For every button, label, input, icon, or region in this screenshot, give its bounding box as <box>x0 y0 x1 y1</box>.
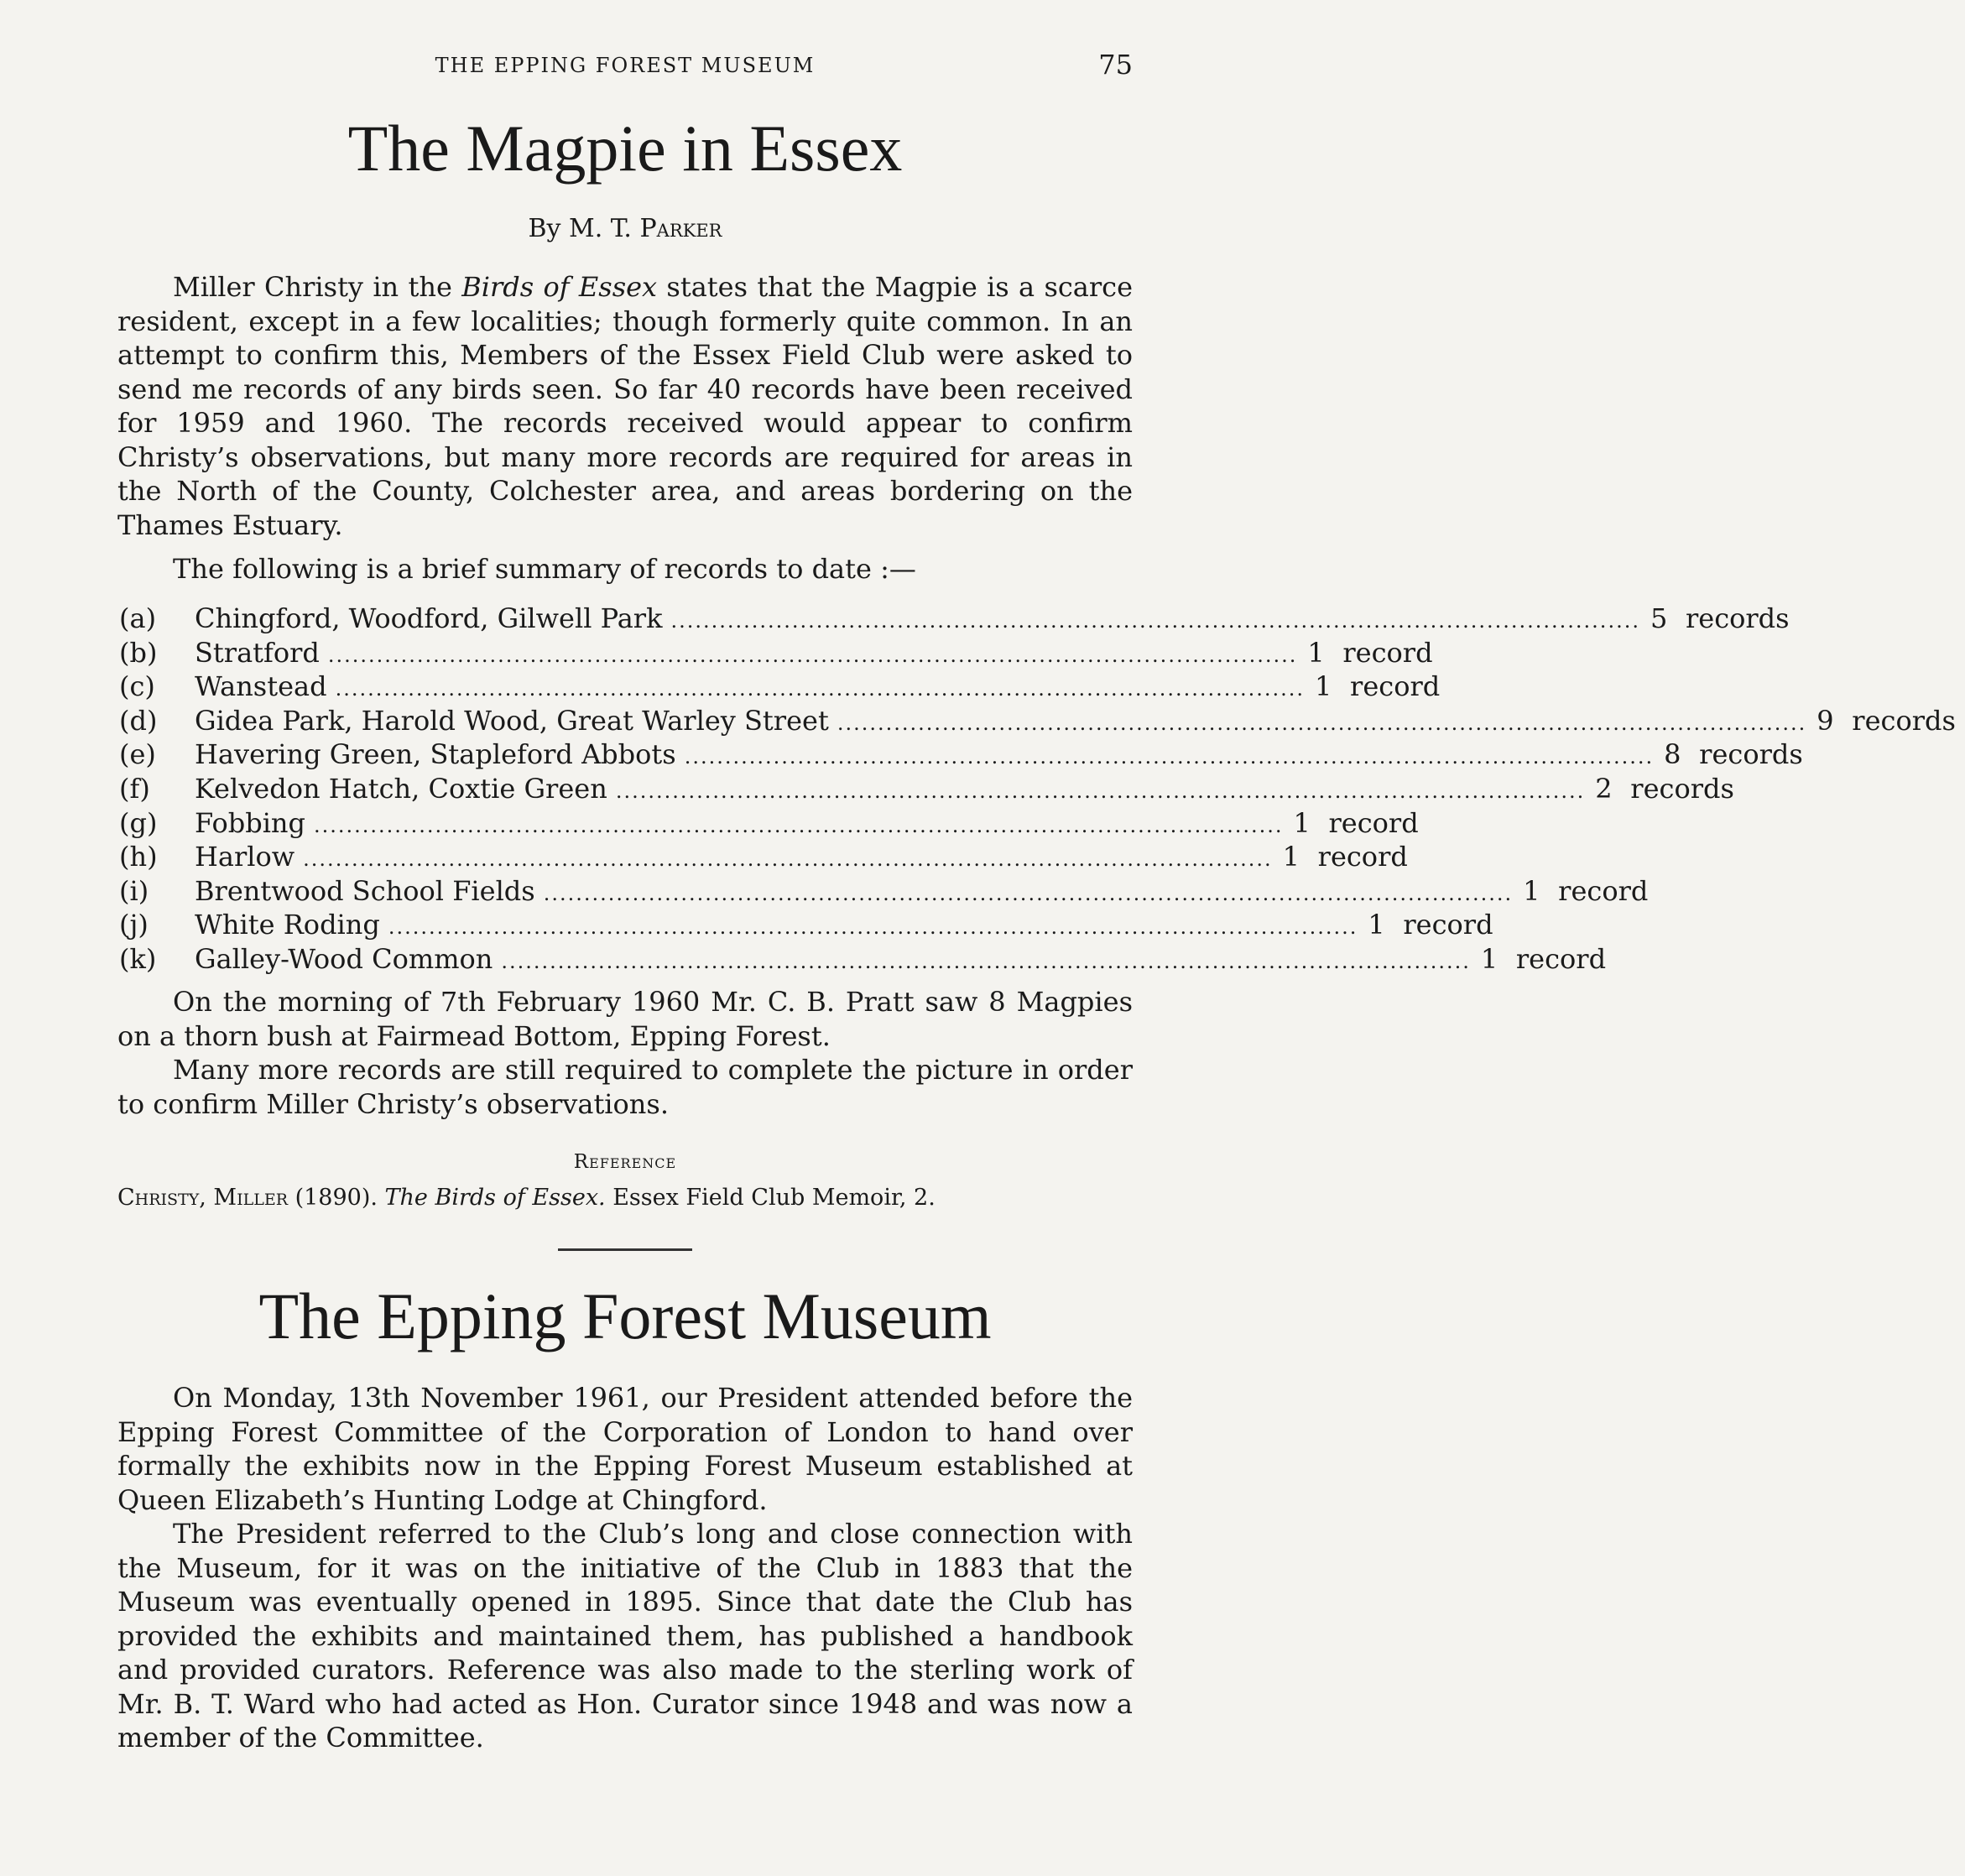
observation-paragraph: On the morning of 7th February 1960 Mr. C. B. Pratt saw 8 Magpies on a thorn bush at Fairmead Bottom, Epping Forest. <box>117 986 1133 1052</box>
byline-prefix: By M. T. <box>528 214 632 243</box>
record-row <box>119 670 1441 705</box>
intro-paragraph <box>117 270 1133 542</box>
records-list <box>119 602 1956 977</box>
record-unit: record <box>1350 670 1441 703</box>
record-letter: (i) <box>119 874 149 907</box>
record-unit: record <box>1403 909 1493 941</box>
record-count: 1 <box>1523 874 1540 907</box>
record-unit: record <box>1558 874 1649 907</box>
byline-author: Parker <box>639 214 722 243</box>
record-row <box>119 738 1803 773</box>
running-header <box>117 49 1133 82</box>
intro-section <box>117 270 1133 542</box>
leader-dots: ........................................................................................................................ <box>543 881 1514 905</box>
intro-book-title: Birds of Essex <box>461 271 658 303</box>
leader-dots: ........................................................................................................................ <box>615 779 1586 803</box>
record-count: 8 <box>1664 738 1681 771</box>
closing-section <box>117 985 1133 1121</box>
appeal-paragraph: Many more records are still required to complete the picture in order to confirm Miller Christy’s observations. <box>117 1054 1133 1120</box>
record-row <box>119 874 1649 909</box>
record-letter: (b) <box>119 636 158 669</box>
article-title-museum: The Epping Forest Museum <box>258 1279 992 1352</box>
section-divider <box>558 1248 692 1251</box>
record-place: Kelvedon Hatch, Coxtie Green <box>195 772 607 805</box>
record-row <box>119 841 1408 875</box>
leader-dots: ........................................................................................................................ <box>501 949 1471 973</box>
record-unit: records <box>1685 602 1790 634</box>
record-place: Chingford, Woodford, Gilwell Park <box>195 602 663 634</box>
record-unit: records <box>1699 738 1803 771</box>
museum-paragraph-2: The President referred to the Club’s long and close connection with the Museum, for it was on the initiative of the Club in 1883 that the Museum was eventually opened in 1895. Since that date the Club has provided the exhibits and maintained them, has published a handbook and provided curators. Reference was also made to the sterling work of Mr. B. T. Ward who had acted as Hon. Curator since 1948 and was now a member of the Committee. <box>117 1518 1133 1754</box>
record-row <box>119 772 1734 807</box>
record-place: Harlow <box>195 841 295 873</box>
record-place: Galley-Wood Common <box>195 942 493 975</box>
record-unit: record <box>1328 806 1419 839</box>
byline <box>117 214 1133 243</box>
reference-year: (1890). <box>288 1185 385 1211</box>
record-letter: (k) <box>119 942 157 975</box>
record-row <box>119 806 1419 842</box>
leader-dots: ........................................................................................................................ <box>837 711 1807 735</box>
leader-dots: ........................................................................................................................ <box>335 677 1306 701</box>
record-place: Wanstead <box>195 670 327 703</box>
record-count: 1 <box>1315 670 1332 703</box>
record-count: 1 <box>1293 806 1311 839</box>
leader-dots: ........................................................................................................................ <box>314 813 1284 837</box>
record-unit: record <box>1342 636 1433 669</box>
record-count: 9 <box>1816 704 1834 737</box>
record-letter: (h) <box>119 841 158 873</box>
record-count: 1 <box>1480 942 1499 975</box>
book-page <box>117 0 1956 1876</box>
record-letter: (d) <box>119 704 158 737</box>
record-count: 2 <box>1595 772 1613 805</box>
record-place: White Roding <box>195 909 380 941</box>
museum-paragraph-1: On Monday, 13th November 1961, our President attended before the Epping Forest Committee of the Corporation of London to hand over formally the exhibits now in the Epping Forest Museum established at Queen Elizabeth’s Hunting Lodge at Chingford. <box>117 1382 1133 1516</box>
leader-dots: ........................................................................................................................ <box>670 609 1640 633</box>
record-letter: (f) <box>119 772 150 805</box>
page-number: 75 <box>1098 49 1133 81</box>
record-row <box>119 909 1493 943</box>
record-row <box>119 704 1956 739</box>
summary-intro: The following is a brief summary of records to date :— <box>173 553 916 585</box>
running-title: THE EPPING FOREST MUSEUM <box>435 54 816 77</box>
record-place: Brentwood School Fields <box>195 874 535 907</box>
record-unit: record <box>1317 841 1408 873</box>
reference-author: Christy, Miller <box>117 1185 288 1211</box>
record-letter: (g) <box>119 806 158 839</box>
record-letter: (a) <box>119 602 157 634</box>
record-count: 5 <box>1650 602 1668 634</box>
record-row <box>119 636 1433 671</box>
record-count: 1 <box>1368 909 1385 941</box>
intro-text-rest: states that the Magpie is a scarce resident, except in a few localities; though formerly quite common. In an attempt to confirm this, Members of the Essex Field Club were asked to send me records of any birds seen. So far 40 records have been received for 1959 and 1960. The records received would appear to confirm Christy’s observations, but many more records are required for areas in the North of the County, Colchester area, and areas bordering on the Thames Estuary. <box>117 271 1134 541</box>
reference-entry <box>117 1185 1133 1211</box>
record-unit: records <box>1852 704 1956 737</box>
reference-title: The Birds of Essex. <box>384 1185 606 1211</box>
record-row <box>119 602 1790 637</box>
record-letter: (c) <box>119 670 155 703</box>
reference-heading: Reference <box>573 1151 677 1173</box>
record-place: Stratford <box>195 636 320 669</box>
museum-section <box>117 1381 1133 1755</box>
record-count: 1 <box>1307 636 1325 669</box>
article-title-magpie: The Magpie in Essex <box>347 112 903 185</box>
record-place: Fobbing <box>195 806 306 839</box>
reference-source: Essex Field Club Memoir, 2. <box>605 1185 936 1211</box>
leader-dots: ........................................................................................................................ <box>684 745 1655 769</box>
leader-dots: ........................................................................................................................ <box>303 847 1273 872</box>
leader-dots: ........................................................................................................................ <box>327 643 1298 667</box>
record-place: Havering Green, Stapleford Abbots <box>195 738 676 771</box>
record-letter: (j) <box>119 909 149 941</box>
record-unit: records <box>1630 772 1734 805</box>
record-count: 1 <box>1282 841 1300 873</box>
record-place: Gidea Park, Harold Wood, Great Warley Street <box>195 704 829 737</box>
record-letter: (e) <box>119 738 156 771</box>
intro-text-start: Miller Christy in the <box>173 271 462 303</box>
record-unit: record <box>1515 942 1607 975</box>
record-row <box>119 942 1607 977</box>
leader-dots: ........................................................................................................................ <box>388 915 1358 940</box>
